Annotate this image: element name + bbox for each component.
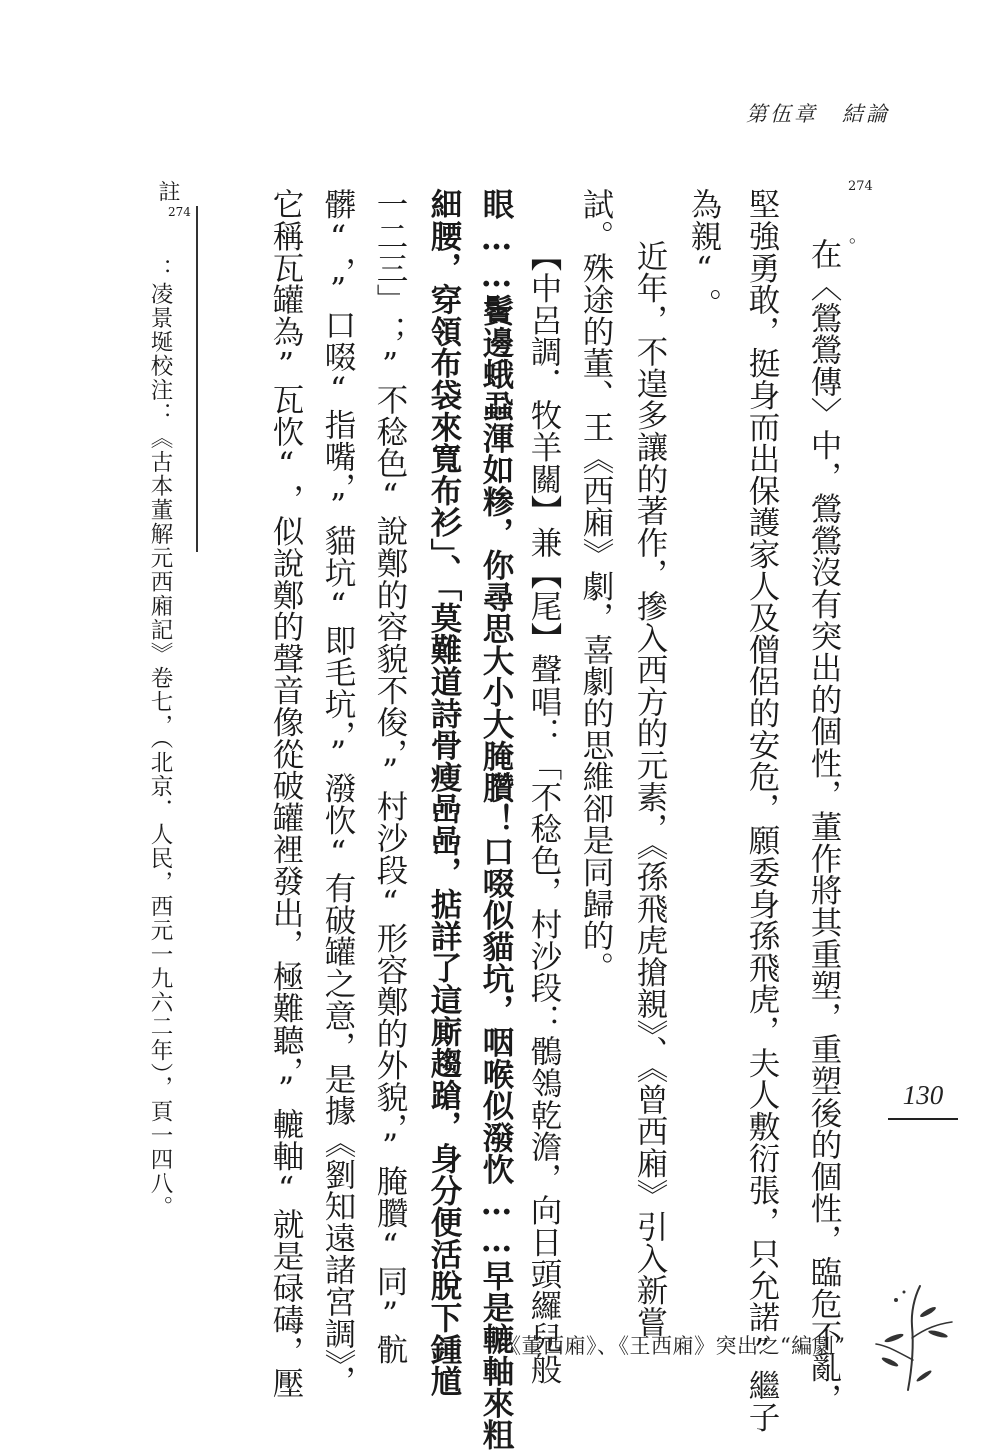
body-column-6: 【中呂調．牧羊關】兼【尾】聲唱：「不稔色，村沙段：鶻鴒乾澹，向日頭纙兒般 — [526, 240, 562, 1385]
footnote-label: 註 — [155, 180, 180, 202]
page-number: 130 — [902, 1080, 944, 1110]
body-column-5: 試。殊途的董、王《西廂》劇，喜劇的思維卻是同歸的。 — [578, 188, 614, 983]
chapter-header: 第伍章 結論 — [746, 102, 890, 126]
bamboo-branch-icon — [868, 1278, 958, 1393]
note-reference-number: 274 — [848, 179, 873, 194]
page-number-rule — [888, 1118, 958, 1120]
body-column-4: 近年，不遑多讓的著作，摻入西方的元素，《孫飛虎搶親》、《曾西廂》引入新嘗 — [632, 240, 668, 1338]
body-column-10: 髒“，”口啜“指嘴，”貓坑“即毛坑，”潑忺“有破罐之意，是據《劉知遠諸宮調》， — [320, 188, 356, 1397]
body-column-2: 堅強勇敢，挺身而出保護家人及僧侶的安危，願委身孫飛虎，夫人敷衍張，只允諾”繼子 — [744, 188, 780, 1433]
footnote-number: 274 — [168, 205, 191, 219]
body-column-8: 細腰，穿領布袋來寬布衫」、「莫難道詩骨瘦喦喦，掂詳了這廝趨蹌，身分便活脫下鍾馗 — [426, 188, 463, 1397]
body-column-11: 它稱瓦罐為”瓦忺“，似說鄭的聲音像從破罐裡發出，極難聽，”轆軸“就是碌碡，壓 — [268, 188, 304, 1399]
body-column-3: 為親“。 — [686, 188, 722, 320]
body-column-7: 眼……鬢邊蛾蝨渾如糁，你尋思大小大腌臢！口啜似貓坑，咽喉似潑忺……早是轆軸來粗 — [478, 188, 515, 1450]
body-column-9: 一二三」；”不稔色“說鄭的容貌不俊，”村沙段“形容鄭的外貌，”腌臢“同”骯 — [372, 188, 408, 1365]
book-title-footer: 《董西廂》、《王西廂》突出之“編劇” — [500, 1334, 846, 1358]
footnote-divider — [196, 206, 198, 552]
note-reference-mark: 。 — [849, 226, 867, 247]
body-column-1: 在〈鶯鶯傳〉中，鶯鶯沒有突出的個性，董作將其重塑，重塑後的個性，臨危不亂， — [806, 238, 842, 1415]
footnote-text: ：凌景埏校注：《古本董解元西廂記》卷七，（北京．人民，西元一九六二年），頁一四八。 — [147, 258, 173, 1220]
